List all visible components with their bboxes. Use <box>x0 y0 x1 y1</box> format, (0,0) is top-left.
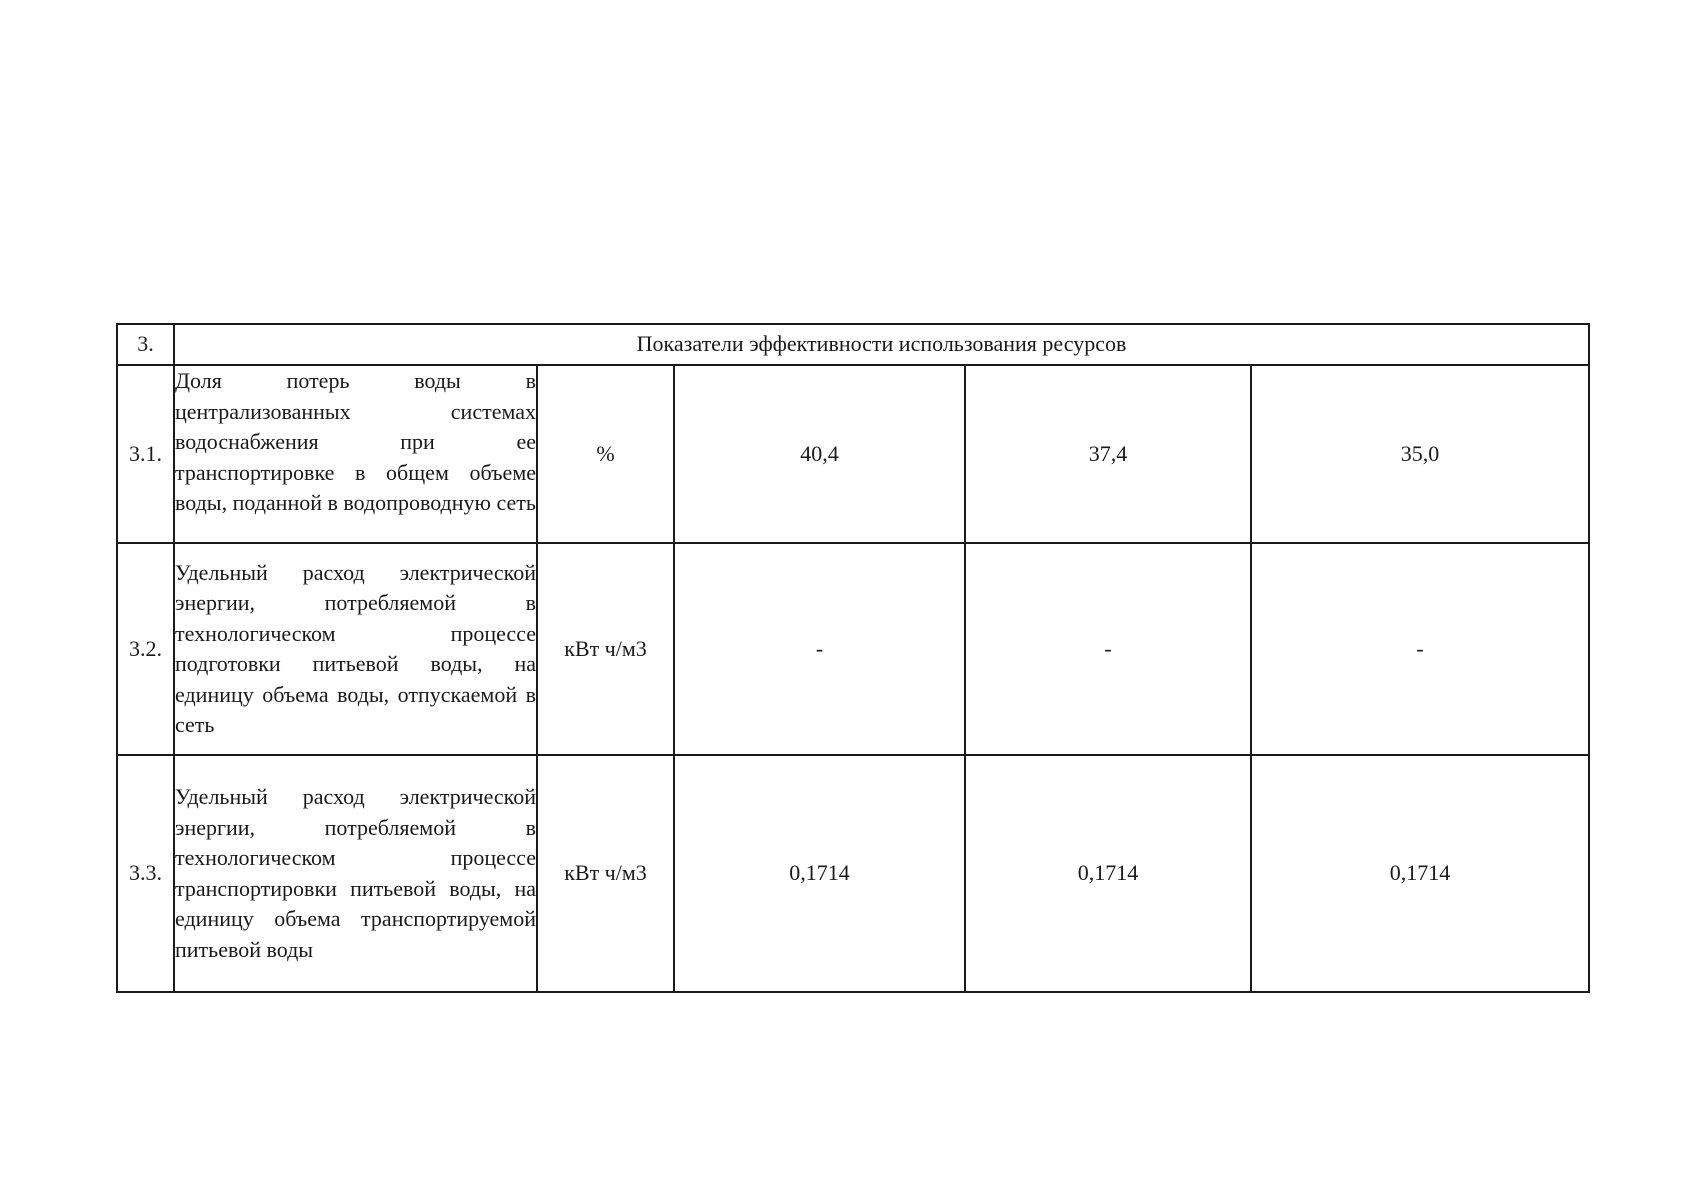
row-value-1: 0,1714 <box>674 755 965 992</box>
row-value-3: 0,1714 <box>1251 755 1589 992</box>
row-value-3: 35,0 <box>1251 365 1589 543</box>
row-value-1: - <box>674 543 965 755</box>
row-value-2: 0,1714 <box>965 755 1251 992</box>
row-description-cell <box>174 365 537 543</box>
table-row <box>117 755 1589 992</box>
row-unit: кВт ч/м3 <box>537 543 674 755</box>
row-description: Удельный расход электрической энергии, потребляемой в технологическом процессе транспортировки питьевой воды, на единицу объема транспортируемой питьевой воды <box>175 784 536 962</box>
row-unit: кВт ч/м3 <box>537 755 674 992</box>
row-description: Удельный расход электрической энергии, потребляемой в технологическом процессе подготовки питьевой воды, на единицу объема воды, отпускаемой в сеть <box>175 559 536 737</box>
row-description-cell <box>174 755 537 992</box>
row-description: Доля потерь воды в централизованных системах водоснабжения при ее транспортировке в общем объеме воды, поданной в водопроводную сеть <box>175 368 536 515</box>
table-row <box>117 365 1589 543</box>
table-row <box>117 543 1589 755</box>
row-value-1: 40,4 <box>674 365 965 543</box>
section-header-row <box>117 324 1589 365</box>
row-number: 3.3. <box>117 755 174 992</box>
section-title: Показатели эффективности использования ресурсов <box>174 324 1589 365</box>
row-number: 3.1. <box>117 365 174 543</box>
resource-efficiency-table <box>116 323 1590 993</box>
row-value-2: - <box>965 543 1251 755</box>
section-number: 3. <box>117 324 174 365</box>
row-unit: % <box>537 365 674 543</box>
row-description-cell <box>174 543 537 755</box>
row-value-2: 37,4 <box>965 365 1251 543</box>
row-number: 3.2. <box>117 543 174 755</box>
row-value-3: - <box>1251 543 1589 755</box>
